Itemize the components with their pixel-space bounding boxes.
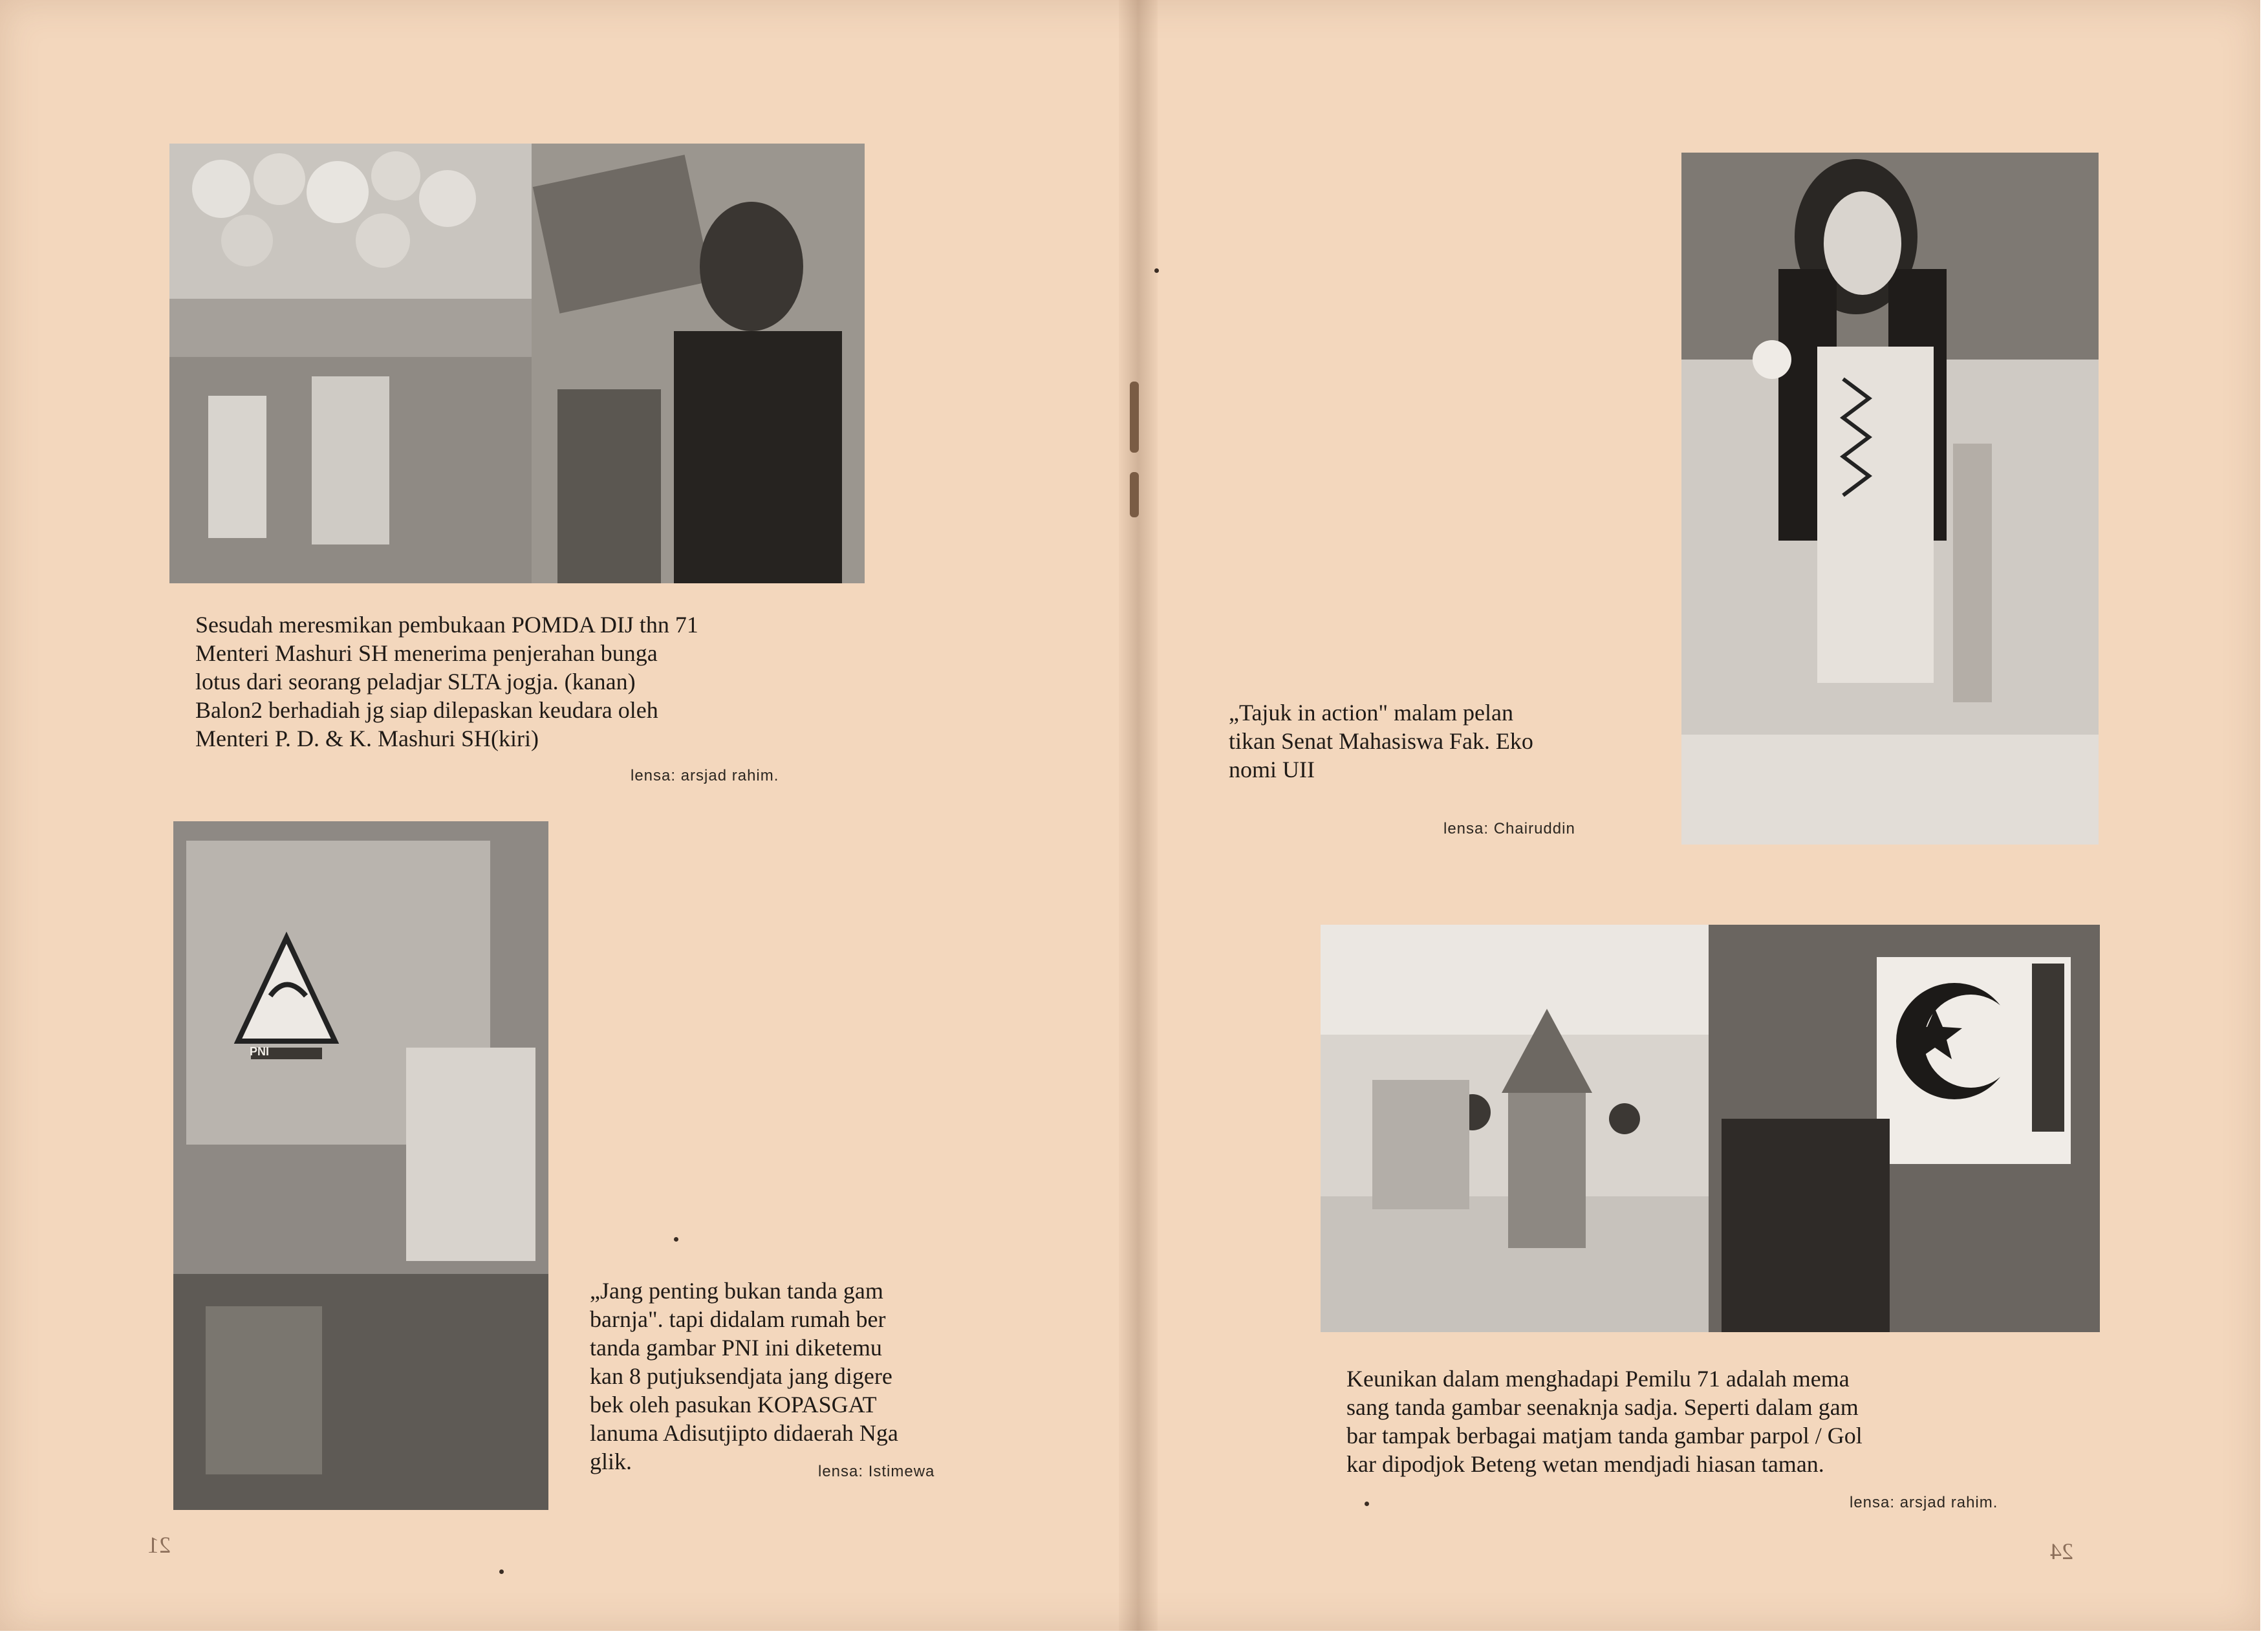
caption-line: nomi UII <box>1229 757 1315 782</box>
center-fold <box>1119 0 1158 1631</box>
caption-line: glik. <box>590 1449 632 1474</box>
bleed-through-heading <box>1300 110 1324 221</box>
photo-credit: lensa: arsjad rahim. <box>631 767 779 784</box>
pni-sign-text: PNI <box>250 1045 270 1058</box>
ink-speck <box>499 1569 504 1574</box>
caption-line: kar dipodjok Beteng wetan mendjadi hiasan taman. <box>1346 1451 1824 1477</box>
caption-line: tikan Senat Mahasiswa Fak. Eko <box>1229 728 1533 754</box>
page-number: 21 <box>147 1532 171 1558</box>
caption-pomda <box>195 610 842 753</box>
binding-stitch <box>1130 382 1139 453</box>
binding-stitch <box>1130 472 1139 517</box>
ink-speck <box>1154 268 1159 273</box>
caption-line: Sesudah meresmikan pembukaan POMDA DIJ thn 71 <box>195 612 698 638</box>
caption-line: lanuma Adisutjipto didaerah Nga <box>590 1420 898 1446</box>
ink-speck <box>674 1237 678 1242</box>
ink-speck <box>1365 1502 1369 1506</box>
photo-beteng-wetan <box>1321 925 2100 1332</box>
photo-credit: lensa: arsjad rahim. <box>1850 1494 1998 1511</box>
caption-line: „Tajuk in action" malam pelan <box>1229 700 1514 726</box>
caption-line: tanda gambar PNI ini diketemu <box>590 1335 882 1361</box>
caption-line: Menteri P. D. & K. Mashuri SH(kiri) <box>195 726 539 751</box>
caption-line: Keunikan dalam menghadapi Pemilu 71 adalah mema <box>1346 1366 1850 1392</box>
caption-line: „Jang penting bukan tanda gam <box>590 1278 883 1304</box>
photo-credit: lensa: Istimewa <box>818 1463 935 1480</box>
caption-line: Menteri Mashuri SH menerima penjerahan bunga <box>195 640 658 666</box>
photo-pomda-ceremony <box>169 144 865 583</box>
caption-line: kan 8 putjuksendjata jang digere <box>590 1363 892 1389</box>
caption-line: Balon2 berhadiah jg siap dilepaskan keudara oleh <box>195 697 658 723</box>
caption-keunikan <box>1346 1364 2071 1478</box>
photo-pni-house <box>173 821 548 1510</box>
caption-line: lotus dari seorang peladjar SLTA jogja. (kanan) <box>195 669 636 695</box>
photo-credit: lensa: Chairuddin <box>1443 820 1575 837</box>
page-number: 24 <box>2050 1538 2073 1564</box>
caption-line: bek oleh pasukan KOPASGAT <box>590 1392 877 1417</box>
photo-tajuk-in-action <box>1681 153 2099 845</box>
caption-pni-weapons <box>590 1277 1017 1476</box>
caption-line: sang tanda gambar seenaknja sadja. Seperti dalam gam <box>1346 1394 1859 1420</box>
caption-line: barnja". tapi didalam rumah ber <box>590 1306 886 1332</box>
caption-tajuk <box>1229 698 1643 784</box>
caption-line: bar tampak berbagai matjam tanda gambar parpol / Gol <box>1346 1423 1863 1449</box>
